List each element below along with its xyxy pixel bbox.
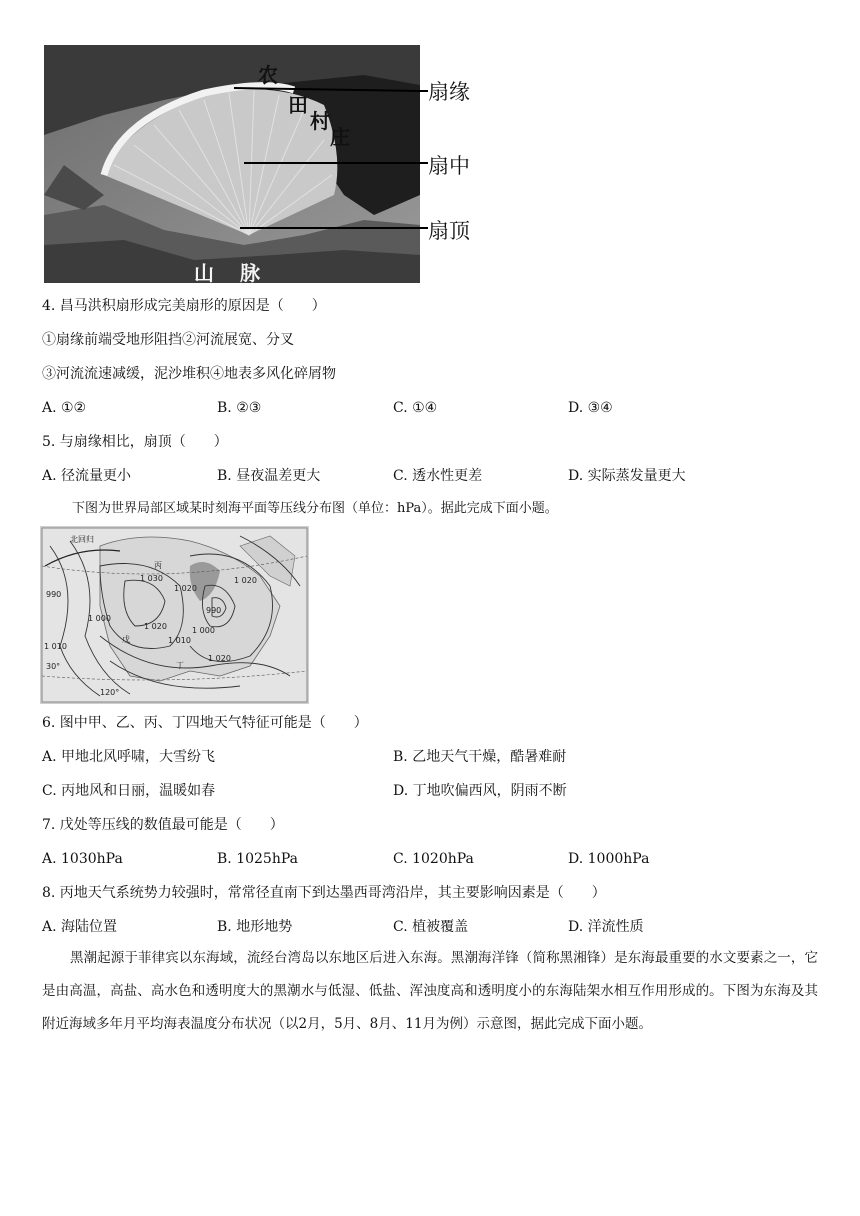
map-label-990-w: 990 bbox=[46, 590, 62, 599]
q4-option-b[interactable]: B. ②③ bbox=[217, 400, 262, 416]
map-label-wu: 戊 bbox=[122, 635, 130, 644]
q6-option-c[interactable]: C. 丙地风和日丽，温暖如春 bbox=[42, 783, 216, 799]
map-label-1010-c: 1 010 bbox=[168, 636, 191, 645]
label-farmland-2: 田 bbox=[288, 93, 308, 117]
q4-statement-line2: ③河流流速减缓，泥沙堆积④地表多风化碎屑物 bbox=[42, 366, 336, 382]
q5-option-c[interactable]: C. 透水性更差 bbox=[393, 468, 483, 484]
q8-option-b[interactable]: B. 地形地势 bbox=[217, 919, 293, 935]
q5-option-a[interactable]: A. 径流量更小 bbox=[42, 468, 132, 484]
q8-stem: 8. 丙地天气系统势力较强时，常常径直南下到达墨西哥湾沿岸，其主要影响因素是（ ） bbox=[42, 885, 606, 901]
q7-option-a[interactable]: A. 1030hPa bbox=[42, 851, 123, 867]
alluvial-fan-image bbox=[44, 45, 420, 283]
intro-kuroshio: 黑潮起源于菲律宾以东海域，流经台湾岛以东地区后进入东海。黑潮海洋锋（简称黑湘锋）是东海最重要的水文要素之一，它是由高温，高盐、高水色和透明度大的黑潮水与低湿、低盐、浑浊度高和透明度小的东海陆架水相互作用形成的。下图为东海及其附近海域多年月平均海表温度分布状况（以2月，5月、8月、11月为例）示意图，据此完成下面小题。 bbox=[42, 950, 818, 1032]
intro-isobar-map: 下图为世界局部区域某时刻海平面等压线分布图（单位：hPa）。据此完成下面小题。 bbox=[72, 501, 558, 516]
map-label-bing: 丙 bbox=[154, 561, 162, 570]
label-farmland-1: 农 bbox=[258, 63, 278, 87]
q4-option-a[interactable]: A. ①② bbox=[42, 400, 87, 416]
map-label-990-e: 990 bbox=[206, 606, 222, 615]
q4-option-d[interactable]: D. ③④ bbox=[568, 400, 613, 416]
fan-apex-label: 扇顶 bbox=[428, 219, 470, 243]
q8-option-c[interactable]: C. 植被覆盖 bbox=[393, 919, 469, 935]
q6-stem: 6. 图中甲、乙、丙、丁四地天气特征可能是（ ） bbox=[42, 715, 368, 731]
map-label-1020-s: 1 020 bbox=[208, 654, 231, 663]
q4-option-c[interactable]: C. ①④ bbox=[393, 400, 438, 416]
map-label-1010-w: 1 010 bbox=[44, 642, 67, 651]
q7-option-d[interactable]: D. 1000hPa bbox=[568, 851, 650, 867]
q6-option-d[interactable]: D. 丁地吹偏西风，阴雨不断 bbox=[393, 783, 567, 799]
label-village-1: 村 bbox=[310, 109, 330, 133]
q5-option-b[interactable]: B. 昼夜温差更大 bbox=[217, 468, 321, 484]
q5-option-d[interactable]: D. 实际蒸发量更大 bbox=[568, 468, 686, 484]
map-label-30deg: 30° bbox=[46, 662, 61, 671]
q6-option-a[interactable]: A. 甲地北风呼啸，大雪纷飞 bbox=[42, 749, 216, 765]
map-label-1020-c: 1 020 bbox=[144, 622, 167, 631]
map-label-1000-w: 1 000 bbox=[88, 614, 111, 623]
q8-option-a[interactable]: A. 海陆位置 bbox=[42, 919, 118, 935]
map-label-ding: 丁 bbox=[176, 661, 184, 670]
q6-option-b[interactable]: B. 乙地天气干燥，酷暑难耐 bbox=[393, 749, 567, 765]
q7-option-b[interactable]: B. 1025hPa bbox=[217, 851, 298, 867]
map-label-120deg: 120° bbox=[100, 688, 120, 697]
map-label-tropic: 北回归 bbox=[70, 535, 94, 544]
fan-middle-label: 扇中 bbox=[428, 154, 470, 178]
map-label-1000-c: 1 000 bbox=[192, 626, 215, 635]
q4-statement-line1: ①扇缘前端受地形阻挡②河流展宽、分叉 bbox=[42, 332, 294, 348]
q7-option-c[interactable]: C. 1020hPa bbox=[393, 851, 474, 867]
label-mountain-2: 脉 bbox=[240, 261, 260, 283]
map-label-1020-n: 1 020 bbox=[174, 584, 197, 593]
q4-stem: 4. 昌马洪积扇形成完美扇形的原因是（ ） bbox=[42, 298, 326, 314]
q8-option-d[interactable]: D. 洋流性质 bbox=[568, 919, 644, 935]
alluvial-fan-drawing bbox=[44, 45, 420, 283]
isobar-map-image bbox=[40, 526, 309, 704]
label-mountain-1: 山 bbox=[194, 261, 214, 283]
map-label-1020-ne: 1 020 bbox=[234, 576, 257, 585]
isobar-map-drawing bbox=[40, 526, 309, 704]
q5-stem: 5. 与扇缘相比，扇顶（ ） bbox=[42, 434, 228, 450]
fan-edge-label: 扇缘 bbox=[428, 80, 470, 104]
q7-stem: 7. 戊处等压线的数值最可能是（ ） bbox=[42, 817, 284, 833]
map-label-1030: 1 030 bbox=[140, 574, 163, 583]
label-village-2: 庄 bbox=[330, 125, 350, 149]
